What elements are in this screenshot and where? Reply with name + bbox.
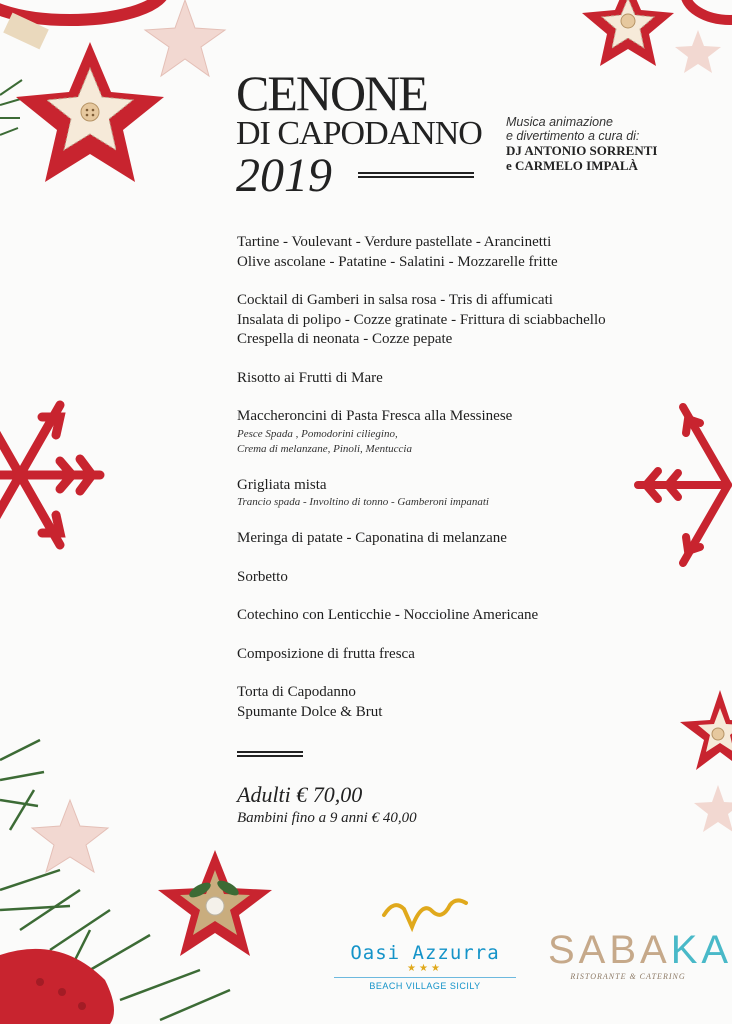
top-left-decorations — [0, 0, 230, 220]
menu-course — [237, 369, 677, 389]
menu-course — [237, 407, 677, 457]
menu-line: Cotechino con Lenticchie - Noccioline Americane — [237, 607, 539, 623]
red-felt-ring-icon — [685, 0, 732, 20]
top-right-decorations — [570, 0, 722, 100]
menu-course — [237, 233, 677, 272]
menu-line: Insalata di polipo - Cozze gratinate - Frittura di sciabbachello — [237, 311, 606, 328]
oasi-tagline: BEACH VILLAGE SICILY — [369, 981, 481, 991]
music-intro-line1: Musica animazione — [506, 115, 613, 129]
wave-logo-icon — [380, 895, 470, 935]
menu-course — [237, 645, 677, 665]
menu-course — [237, 529, 677, 549]
red-snowflake-icon — [0, 405, 100, 545]
menu-line: Risotto ai Frutti di Mare — [237, 369, 383, 386]
title-block — [236, 65, 482, 202]
oasi-azzurra-logo — [330, 895, 520, 991]
button-icon — [621, 14, 635, 28]
menu-course — [237, 606, 677, 626]
pine-branch-icon — [0, 80, 24, 135]
title-year: 2019 — [236, 149, 332, 202]
menu-course — [237, 683, 677, 722]
left-snowflake — [0, 360, 110, 590]
oasi-name: Oasi Azzurra — [350, 942, 500, 964]
title-cenone: CENONE — [236, 65, 427, 121]
menu-line: Cocktail di Gamberi in salsa rosa - Tris di affumicati — [237, 292, 553, 308]
sabaka-name-right: KA — [670, 928, 732, 972]
menu-line: Olive ascolane - Patatine - Salatini - Mozzarelle fritte — [237, 253, 558, 270]
price-divider — [237, 751, 303, 757]
menu-line: Composizione di frutta fresca — [237, 645, 415, 662]
button-icon — [81, 103, 99, 121]
title-divider — [358, 172, 474, 178]
oasi-stars: ★★★ — [407, 963, 443, 974]
menu-line: Tartine - Voulevant - Verdure pastellate - Arancinetti — [237, 234, 552, 250]
pink-wooden-star-icon — [32, 800, 108, 872]
bottom-left-decorations — [0, 720, 290, 1024]
red-felt-ring-icon — [0, 0, 165, 20]
sabaka-logo — [548, 928, 732, 981]
sabaka-tagline: RISTORANTE & CATERING — [570, 972, 686, 981]
menu-line: Maccheroncini di Pasta Fresca alla Messinese — [237, 408, 513, 424]
menu-detail: Pesce Spada , Pomodorini ciliegino, — [237, 427, 398, 440]
pink-wooden-star-icon — [694, 785, 732, 832]
dj-name-line1: DJ ANTONIO SORRENTI — [506, 143, 658, 158]
title-di-capodanno: DI CAPODANNO — [236, 115, 482, 152]
button-icon — [712, 728, 724, 740]
menu-line: Sorbetto — [237, 568, 288, 585]
menu-line: Meringa di patate - Caponatina di melanzane — [237, 530, 507, 546]
pink-wooden-star-icon — [145, 0, 225, 76]
button-icon — [206, 897, 224, 915]
menu-detail: Trancio spada - Involtino di tonno - Gamberoni impanati — [237, 496, 489, 508]
menu-course — [237, 476, 677, 511]
dj-name-line2: e CARMELO IMPALÀ — [506, 158, 638, 173]
menu-line: Torta di Capodanno — [237, 684, 356, 700]
music-credits — [506, 115, 657, 173]
menu-line: Grigliata mista — [237, 476, 327, 493]
menu-line: Crespella di neonata - Cozze pepate — [237, 331, 453, 347]
menu-line: Spumante Dolce & Brut — [237, 703, 383, 720]
menu-list — [237, 233, 677, 722]
pink-wooden-star-icon — [675, 30, 721, 73]
price-children: Bambini fino a 9 anni € 40,00 — [237, 810, 417, 826]
menu-course — [237, 568, 677, 588]
sabaka-name-left: SABA — [548, 928, 671, 972]
prices — [237, 782, 417, 828]
menu-detail: Crema di melanzane, Pinoli, Mentuccia — [237, 442, 412, 455]
music-intro-line2: e divertimento a cura di: — [506, 129, 640, 143]
menu-course — [237, 291, 677, 350]
red-felt-ornament-icon — [0, 949, 114, 1024]
price-adults: Adulti € 70,00 — [237, 782, 363, 807]
